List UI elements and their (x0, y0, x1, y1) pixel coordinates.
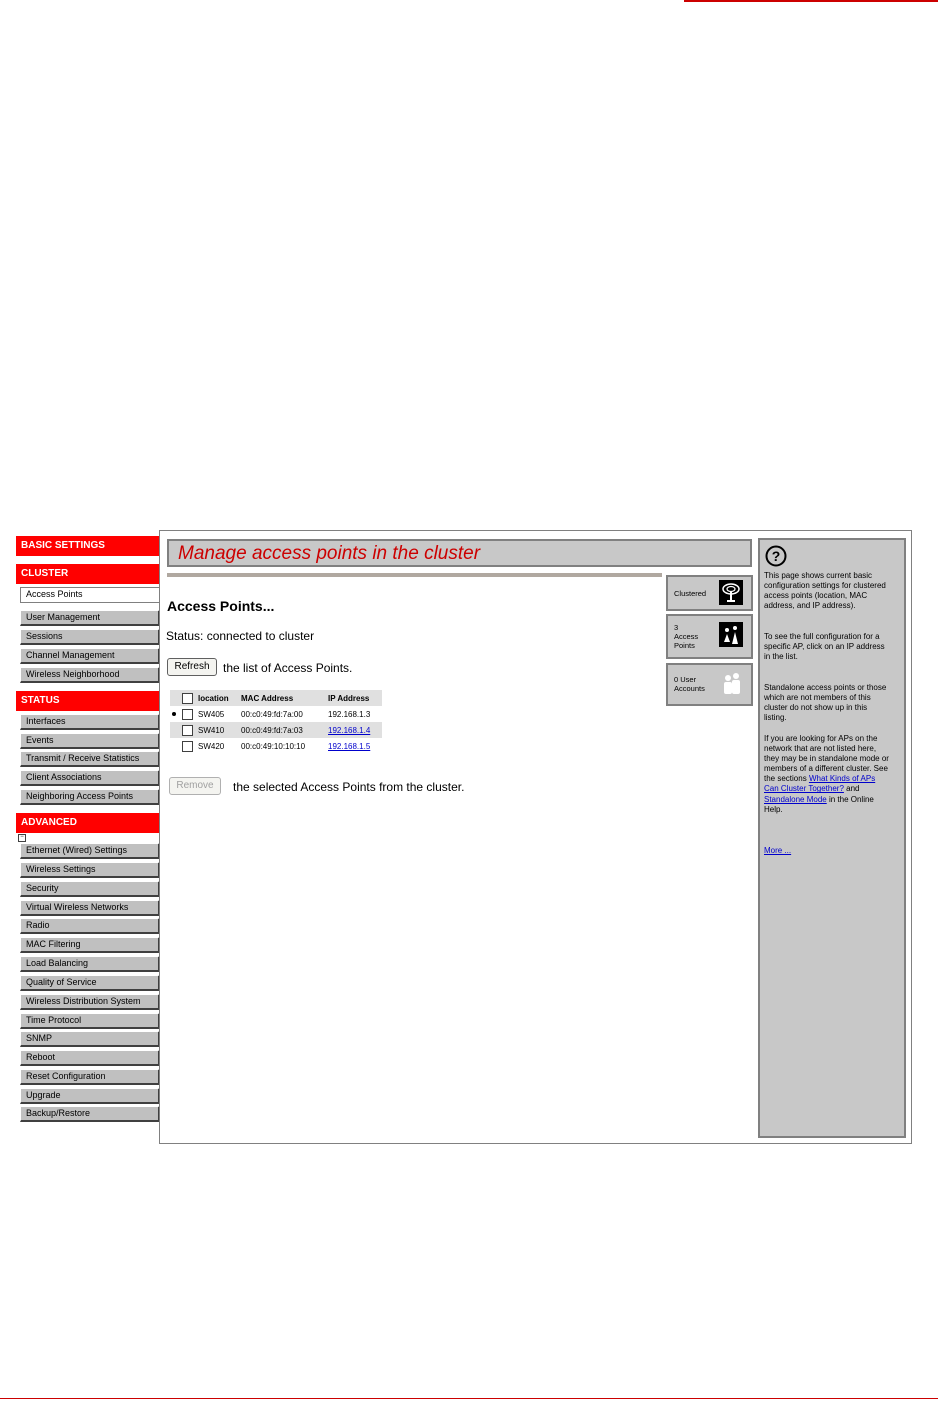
cell-location: SW405 (198, 710, 225, 719)
row-checkbox[interactable] (182, 709, 193, 720)
sidebar-item-tx-rx-statistics[interactable]: Transmit / Receive Statistics (20, 751, 160, 767)
help-paragraph-4 (764, 734, 892, 815)
section-heading: Access Points... (167, 598, 275, 614)
help-paragraph-4-tail: in the Online Help. (764, 794, 874, 814)
cell-location: SW410 (198, 726, 225, 735)
cell-mac: 00:c0:49:10:10:10 (241, 742, 306, 751)
cell-mac: 00:c0:49:fd:7a:03 (241, 726, 303, 735)
cell-location: SW420 (198, 742, 225, 751)
sidebar-item-security[interactable]: Security (20, 881, 160, 897)
cell-ip-link[interactable]: 192.168.1.4 (328, 726, 371, 735)
user-accounts-tile-text (674, 675, 705, 693)
help-more-link[interactable]: More ... (764, 846, 792, 855)
sidebar-item-virtual-wireless-networks[interactable]: Virtual Wireless Networks (20, 900, 160, 916)
column-header-location: location (198, 694, 229, 703)
table-row (170, 738, 382, 754)
clustered-tile[interactable] (666, 575, 753, 611)
sidebar-item-channel-management[interactable]: Channel Management (20, 648, 160, 664)
access-points-tile[interactable] (666, 614, 753, 659)
section-advanced[interactable]: ADVANCED (16, 813, 160, 833)
sidebar-item-backup-restore[interactable]: Backup/Restore (20, 1106, 160, 1122)
page-top-rule (684, 0, 938, 2)
sidebar-item-events[interactable]: Events (20, 733, 160, 749)
sidebar-item-access-points[interactable]: Access Points (20, 587, 160, 603)
sidebar-item-snmp[interactable]: SNMP (20, 1031, 160, 1047)
cluster-antenna-icon (719, 580, 743, 605)
access-points-count: 3 (674, 623, 679, 632)
sidebar-item-radio[interactable]: Radio (20, 918, 160, 934)
clustered-label: Clustered (674, 589, 707, 598)
sidebar-item-wireless-settings[interactable]: Wireless Settings (20, 862, 160, 878)
help-paragraph-1: This page shows current basic configuration settings for clustered access points (location, MAC address, and IP address). (764, 571, 886, 611)
sidebar-item-time-protocol[interactable]: Time Protocol (20, 1013, 160, 1029)
users-icon (719, 671, 743, 696)
sidebar-item-neighboring-aps[interactable]: Neighboring Access Points (20, 789, 160, 805)
cell-mac: 00:c0:49:fd:7a:00 (241, 710, 303, 719)
access-points-label: Access (674, 632, 699, 641)
table-header (170, 690, 382, 706)
cluster-status-text: Status: connected to cluster (166, 629, 315, 643)
help-link-what-kinds[interactable]: What Kinds of APs Can Cluster Together? (764, 774, 876, 794)
refresh-suffix-text: the list of Access Points. (223, 661, 353, 675)
sidebar-item-interfaces[interactable]: Interfaces (20, 714, 160, 730)
row-checkbox[interactable] (182, 725, 193, 736)
help-and-text: and (846, 784, 860, 794)
sidebar-item-load-balancing[interactable]: Load Balancing (20, 956, 160, 972)
select-all-checkbox[interactable] (182, 693, 193, 704)
sidebar-item-reboot[interactable]: Reboot (20, 1050, 160, 1066)
sidebar-item-wds[interactable]: Wireless Distribution System (20, 994, 160, 1010)
section-basic-settings[interactable]: BASIC SETTINGS (16, 536, 160, 556)
collapse-icon[interactable]: − (18, 834, 26, 842)
user-accounts-tile[interactable] (666, 663, 753, 706)
user-accounts-label: Accounts (674, 684, 705, 693)
help-more-wrap (764, 846, 892, 856)
sidebar-item-quality-of-service[interactable]: Quality of Service (20, 975, 160, 991)
section-cluster[interactable]: CLUSTER (16, 564, 160, 584)
help-link-standalone-mode[interactable]: Standalone Mode (764, 794, 827, 804)
cell-ip: 192.168.1.3 (328, 710, 371, 719)
access-points-icon (719, 622, 743, 647)
title-divider (167, 573, 662, 577)
sidebar-item-reset-configuration[interactable]: Reset Configuration (20, 1069, 160, 1085)
cell-ip-link[interactable]: 192.168.1.5 (328, 742, 371, 751)
refresh-button[interactable]: Refresh (167, 658, 217, 676)
row-checkbox[interactable] (182, 741, 193, 752)
column-header-mac: MAC Address (241, 694, 294, 703)
user-accounts-count: 0 User (674, 675, 697, 684)
svg-text:?: ? (771, 548, 781, 564)
help-question-icon (765, 545, 787, 567)
page-title-bar (167, 539, 752, 567)
sidebar-item-wireless-neighborhood[interactable]: Wireless Neighborhood (20, 667, 160, 683)
help-panel (758, 538, 906, 1138)
table-row (170, 722, 382, 738)
help-paragraph-3: Standalone access points or those which are not members of this cluster do not show up in this listing. (764, 683, 887, 723)
remove-button[interactable]: Remove (169, 777, 221, 795)
access-points-label-2: Points (674, 641, 695, 650)
help-paragraph-2: To see the full configuration for a specific AP, click on an IP address in the list. (764, 632, 885, 662)
column-header-ip: IP Address (328, 694, 370, 703)
sidebar-item-ethernet-settings[interactable]: Ethernet (Wired) Settings (20, 843, 160, 859)
current-ap-indicator (172, 712, 176, 716)
section-status[interactable]: STATUS (16, 691, 160, 711)
page-bottom-rule (0, 1398, 938, 1399)
sidebar-item-upgrade[interactable]: Upgrade (20, 1088, 160, 1104)
help-paragraph-4-text: If you are looking for APs on the network that are not listed here, they may be in standalone mode or members of a different cluster. See the sections (764, 734, 889, 784)
sidebar-item-client-associations[interactable]: Client Associations (20, 770, 160, 786)
sidebar-item-sessions[interactable]: Sessions (20, 629, 160, 645)
remove-suffix-text: the selected Access Points from the cluster. (233, 780, 465, 794)
page-title: Manage access points in the cluster (178, 543, 481, 564)
sidebar-item-user-management[interactable]: User Management (20, 610, 160, 626)
table-row (170, 706, 382, 722)
access-points-tile-text (674, 623, 698, 650)
sidebar-item-mac-filtering[interactable]: MAC Filtering (20, 937, 160, 953)
